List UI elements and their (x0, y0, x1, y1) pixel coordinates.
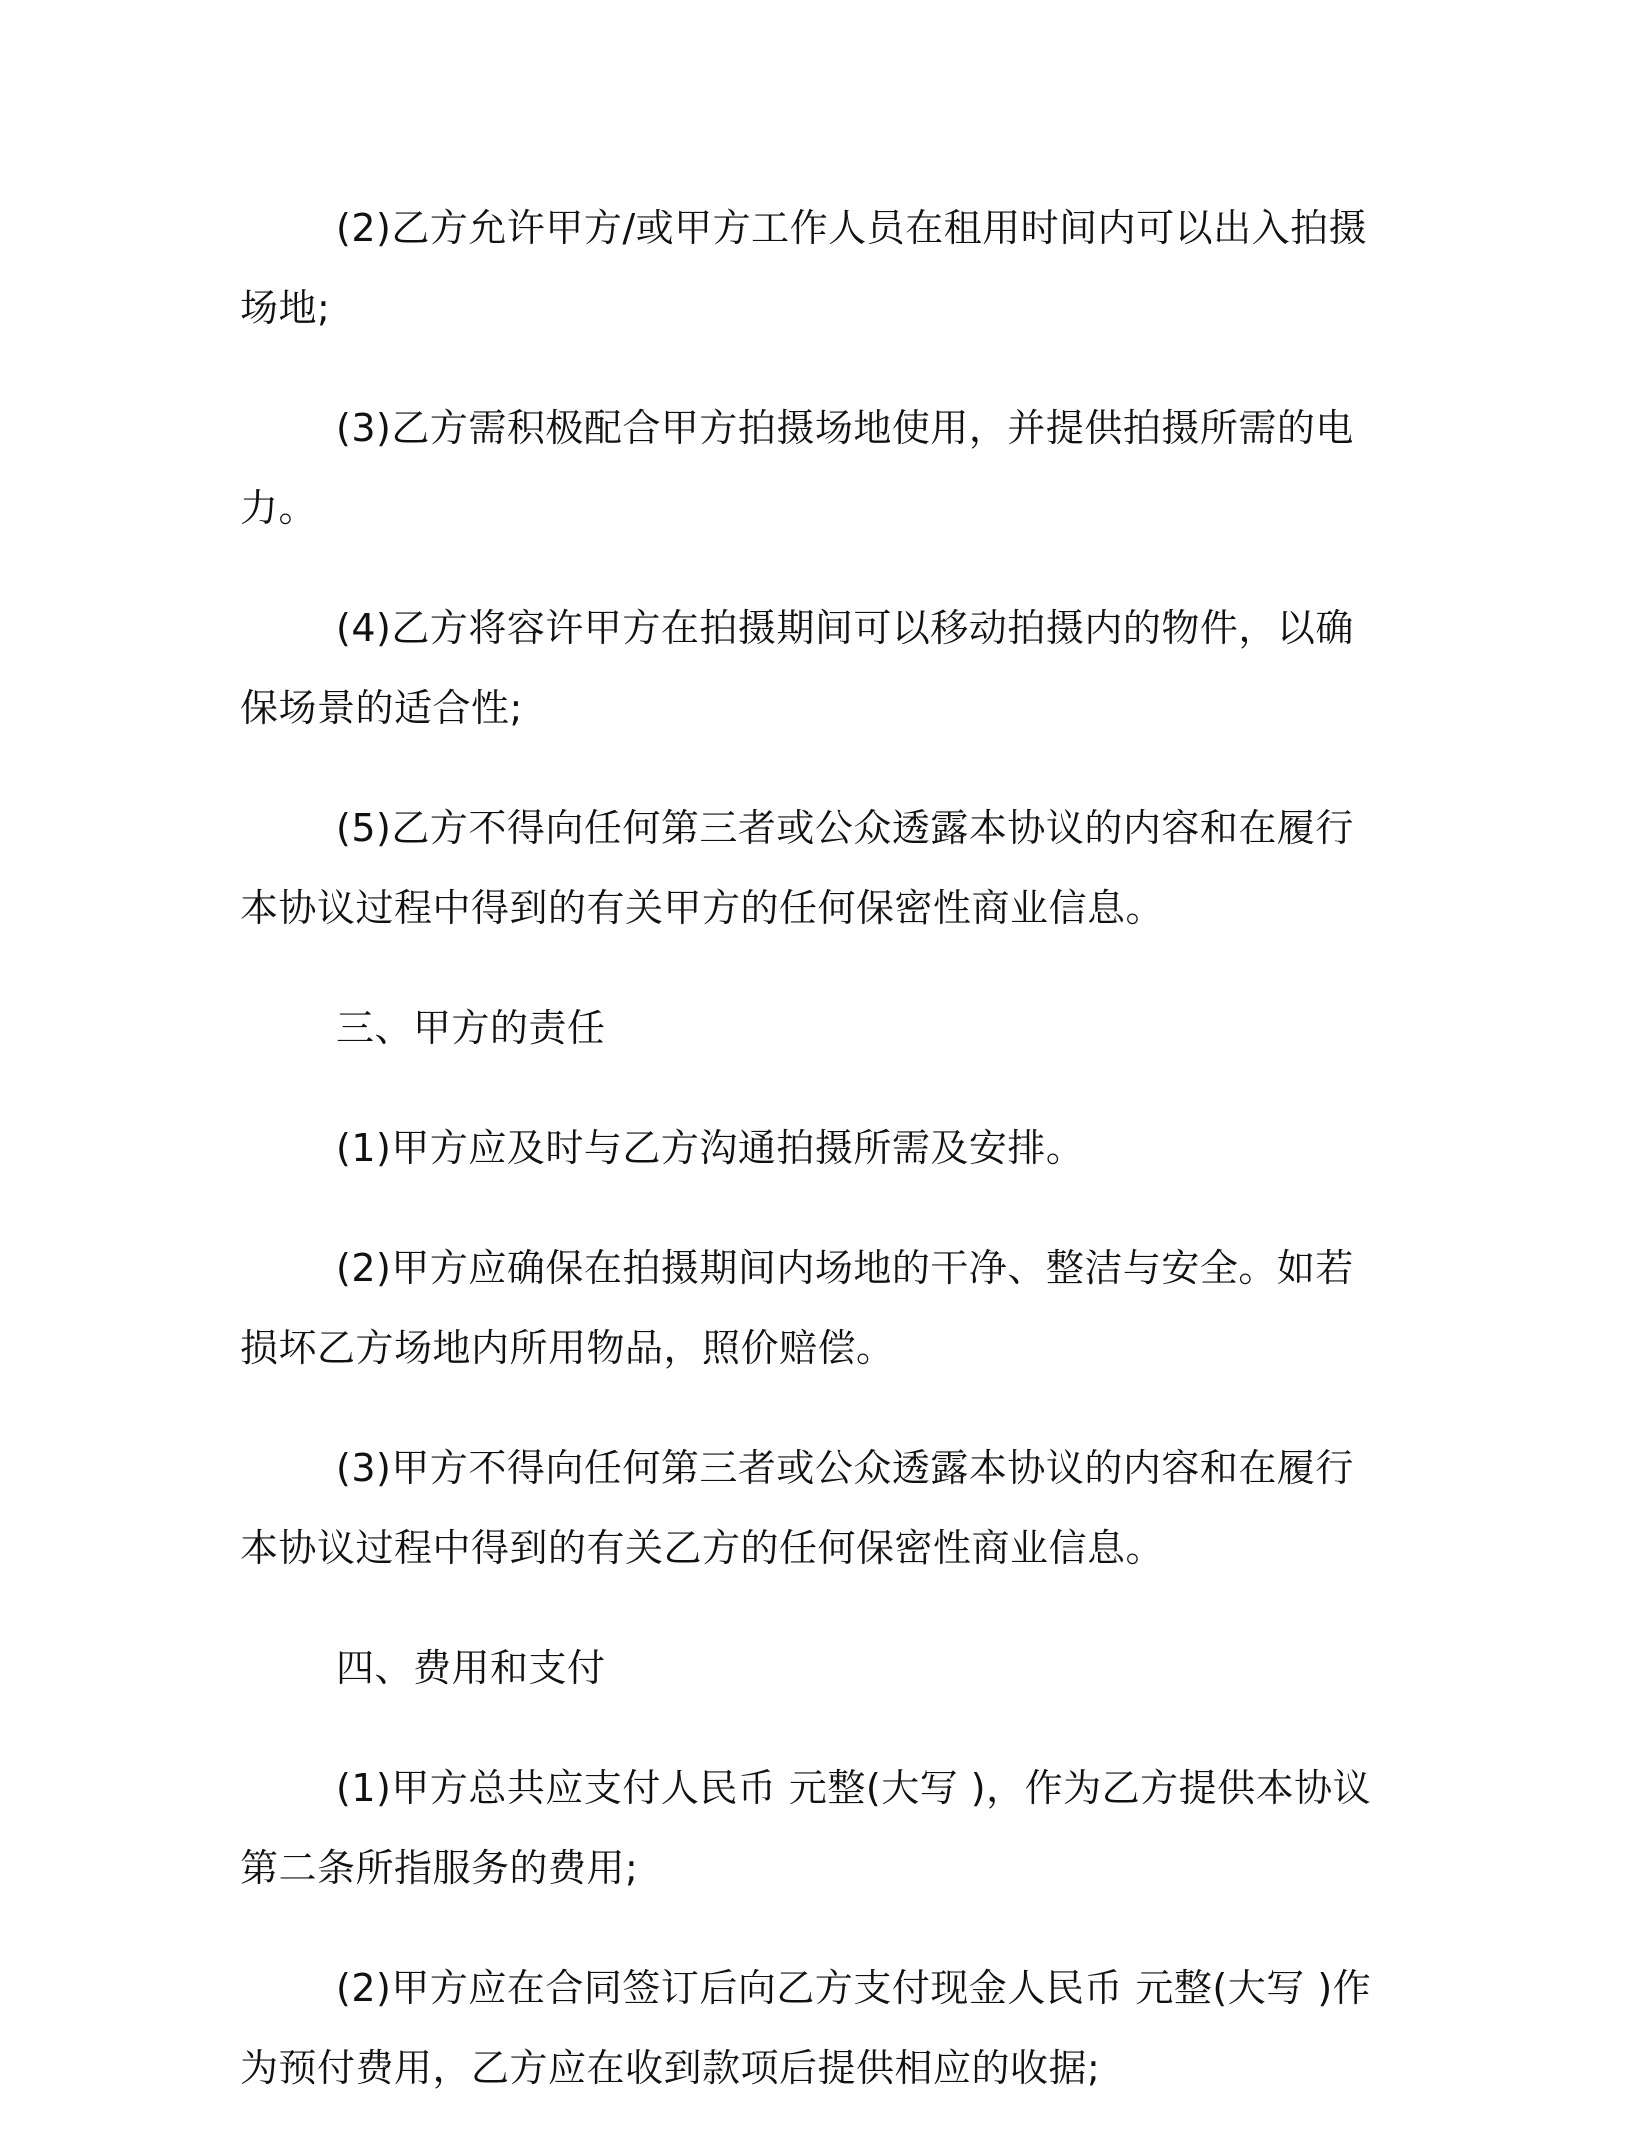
section-heading-4: 四、费用和支付 (336, 1646, 606, 1690)
section-heading-3: 三、甲方的责任 (336, 1006, 606, 1050)
clause-2-5: (5)乙方不得向任何第三者或公众透露本协议的内容和在履行本协议过程中得到的有关甲方的任何保密性商业信息。 (240, 806, 1354, 930)
clause-2-2: (2)乙方允许甲方/或甲方工作人员在租用时间内可以出入拍摄场地; (240, 206, 1368, 330)
clause-4-2: (2)甲方应在合同签订后向乙方支付现金人民币 元整(大写 )作为预付费用，乙方应在收到款项后提供相应的收据; (240, 1966, 1372, 2090)
document-body (240, 188, 1388, 2148)
clause-3-3: (3)甲方不得向任何第三者或公众透露本协议的内容和在履行本协议过程中得到的有关乙方的任何保密性商业信息。 (240, 1446, 1354, 1570)
clause-4-1: (1)甲方总共应支付人民币 元整(大写 )，作为乙方提供本协议第二条所指服务的费用; (240, 1766, 1372, 1890)
clause-3-1: (1)甲方应及时与乙方沟通拍摄所需及安排。 (336, 1126, 1085, 1170)
clause-3-2: (2)甲方应确保在拍摄期间内场地的干净、整洁与安全。如若损坏乙方场地内所用物品，照价赔偿。 (240, 1246, 1354, 1370)
clause-2-3: (3)乙方需积极配合甲方拍摄场地使用，并提供拍摄所需的电力。 (240, 406, 1354, 530)
clause-2-4: (4)乙方将容许甲方在拍摄期间可以移动拍摄内的物件，以确保场景的适合性; (240, 606, 1354, 730)
